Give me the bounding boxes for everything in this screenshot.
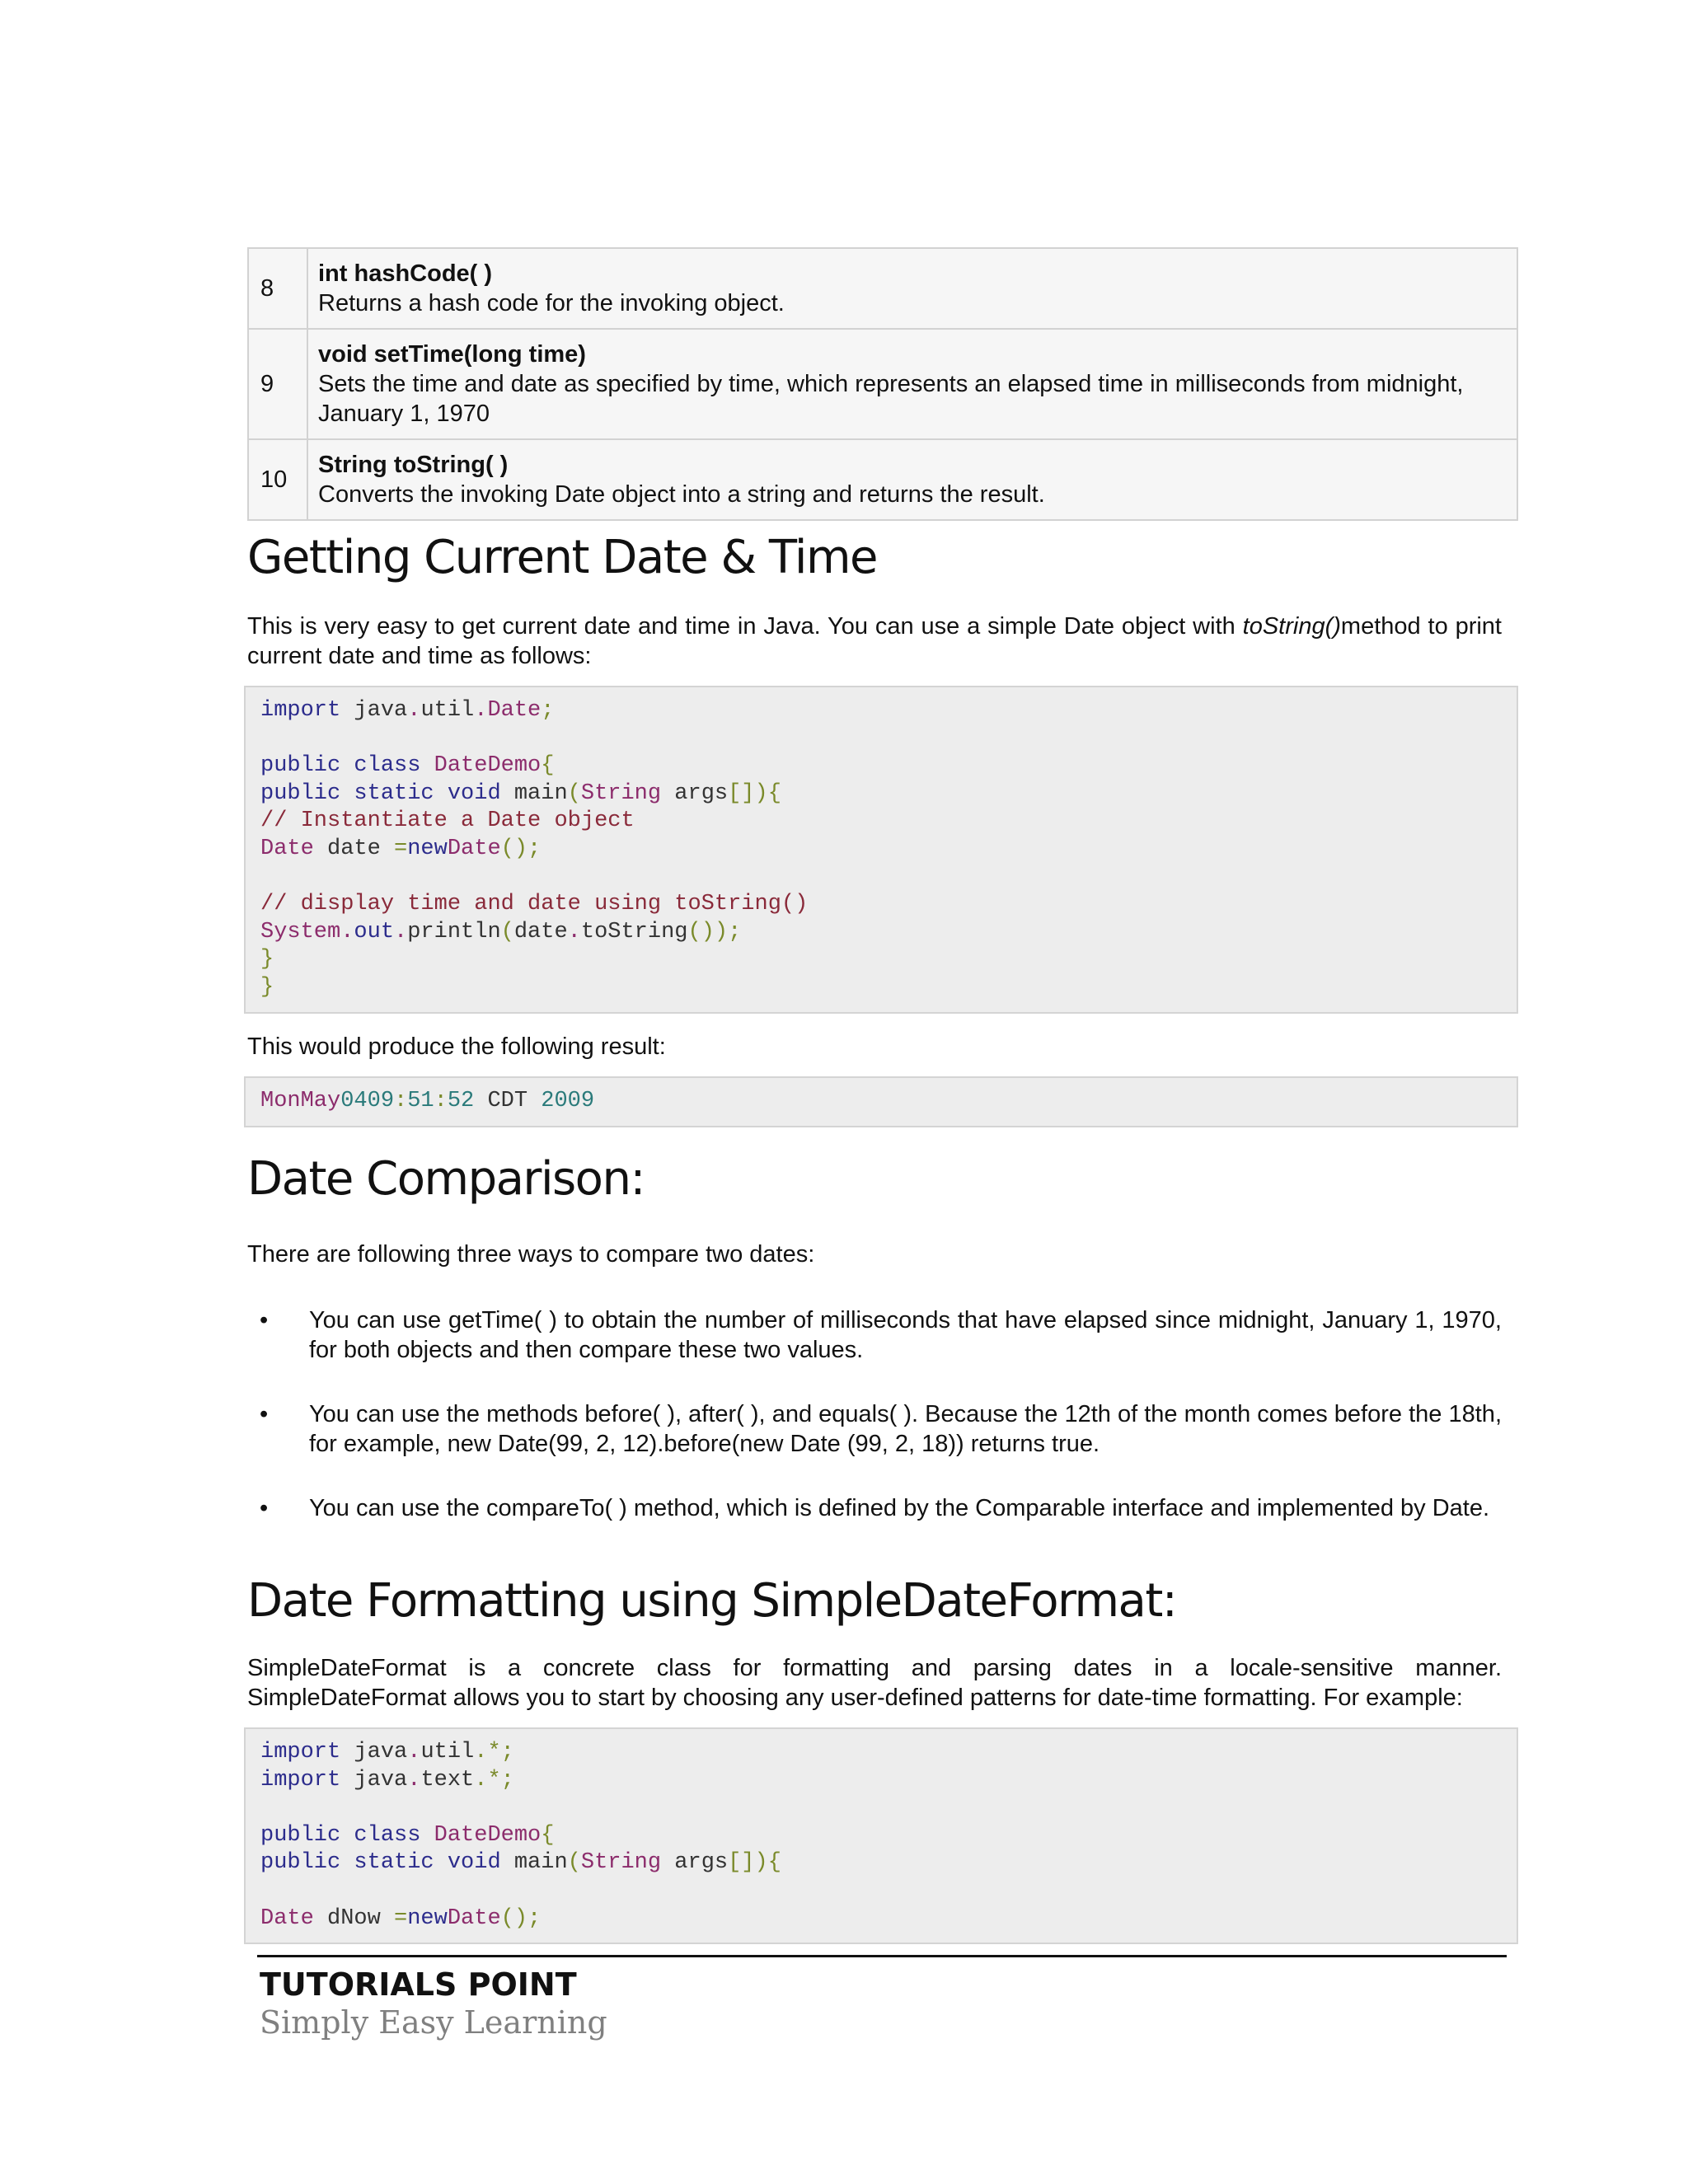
method-desc: Converts the invoking Date object into a string and returns the result. [318, 481, 1045, 508]
bullet-icon: • [260, 1401, 269, 1427]
footer-divider [257, 1955, 1507, 1957]
heading-date-formatting: Date Formatting using SimpleDateFormat: [247, 1574, 1177, 1628]
output-block: MonMay0409:51:52 CDT 2009 [244, 1076, 1518, 1127]
table-row [248, 248, 1517, 329]
comparison-intro: There are following three ways to compare two dates: [247, 1241, 815, 1268]
code-block-simpledateformat: import java.util.*; import java.text.*; public class DateDemo{ public static void main(String args[]){ Date dNow =newDate(); [244, 1727, 1518, 1944]
methods-table [247, 247, 1518, 521]
row-number: 8 [248, 248, 307, 329]
method-name: int hashCode( ) [318, 260, 493, 287]
method-name: String toString( ) [318, 452, 509, 478]
code-block-date-demo: import java.util.Date; public class DateDemo{ public static void main(String args[]){ // Instantiate a Date object Date date =newDate(); // display time and date using toString() System.out.println(date.toString()); } } [244, 686, 1518, 1014]
footer-brand: TUTORIALS POINT [260, 1966, 577, 2003]
comparison-list [247, 1305, 1502, 1558]
list-item-text: You can use getTime( ) to obtain the number of milliseconds that have elapsed since midnight, January 1, 1970, for both objects and then compare these two values. [309, 1307, 1502, 1363]
list-item-text: You can use the methods before( ), after( ), and equals( ). Because the 12th of the month comes before the 18th, for example, new Date(99, 2, 12).before(new Date (99, 2, 18)) returns true. [309, 1401, 1502, 1457]
row-number: 9 [248, 329, 307, 439]
bullet-icon: • [260, 1307, 269, 1333]
table-row [248, 329, 1517, 439]
method-desc: Sets the time and date as specified by time, which represents an elapsed time in milliseconds from midnight, January 1, 1970 [318, 371, 1464, 427]
method-name: void setTime(long time) [318, 341, 586, 368]
intro-emphasis: toString() [1242, 613, 1341, 640]
heading-current-date: Getting Current Date & Time [247, 531, 877, 584]
formatting-intro: SimpleDateFormat is a concrete class for formatting and parsing dates in a locale-sensitive manner. SimpleDateFormat allows you to start by choosing any user-defined patterns for date-time formatting. For example: [247, 1655, 1502, 1711]
list-item [247, 1305, 1502, 1365]
intro-text: This is very easy to get current date and time in Java. You can use a simple Date object with [247, 613, 1243, 640]
heading-date-comparison: Date Comparison: [247, 1152, 645, 1206]
intro-text-end: method to print current date and time as follows: [247, 613, 1502, 669]
table-row [248, 439, 1517, 520]
intro-paragraph [247, 612, 1502, 671]
method-desc: Returns a hash code for the invoking object. [318, 290, 785, 316]
row-description [307, 248, 1517, 329]
row-description [307, 439, 1517, 520]
result-label: This would produce the following result: [247, 1033, 666, 1060]
row-description [307, 329, 1517, 439]
list-item [247, 1399, 1502, 1459]
bullet-icon: • [260, 1495, 269, 1521]
footer-tagline: Simply Easy Learning [260, 2004, 607, 2041]
list-item [247, 1493, 1502, 1523]
row-number: 10 [248, 439, 307, 520]
list-item-text: You can use the compareTo( ) method, which is defined by the Comparable interface and implemented by Date. [309, 1495, 1490, 1521]
